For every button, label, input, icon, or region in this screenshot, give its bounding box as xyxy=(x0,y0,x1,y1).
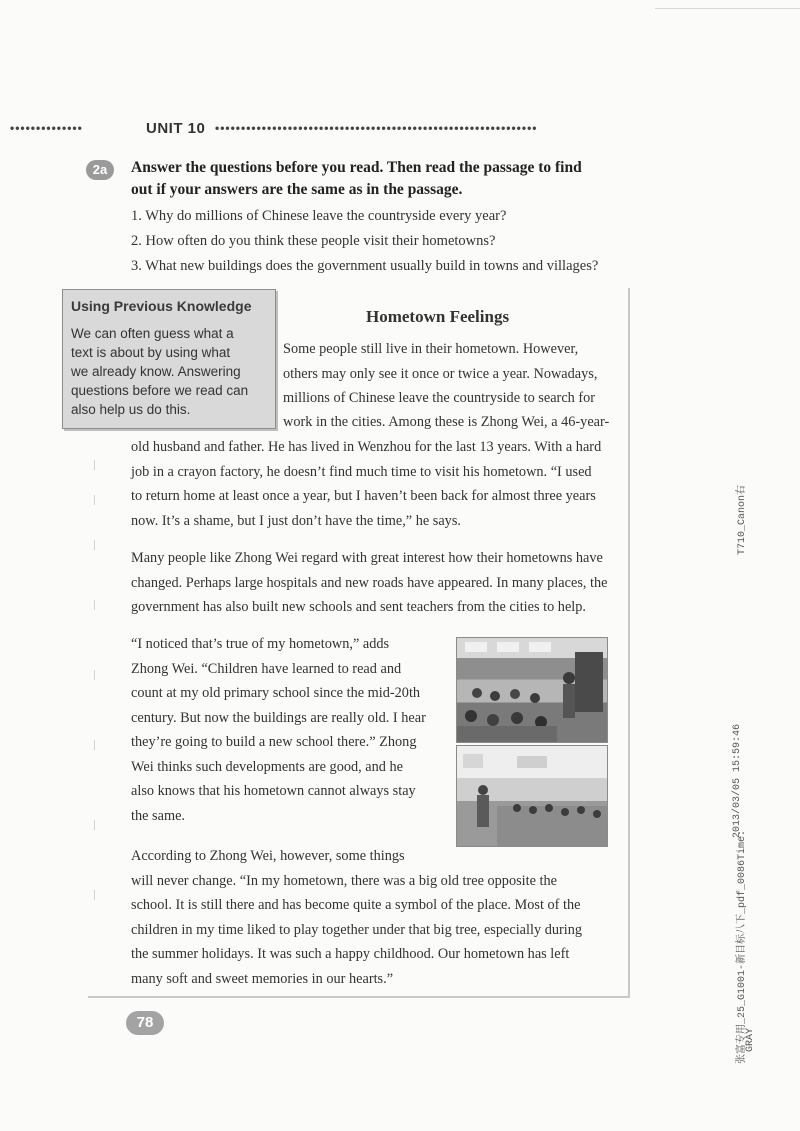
tip-line: text is about by using what xyxy=(71,345,231,360)
tip-box xyxy=(62,289,276,429)
paragraph-3 xyxy=(131,632,426,828)
unit-header xyxy=(10,119,730,139)
paragraph-1-bottom xyxy=(131,435,601,533)
passage-line: work in the cities. Among these is Zhong Wei, a 46-year- xyxy=(283,414,610,430)
passage-title: Hometown Feelings xyxy=(366,307,510,326)
passage-line: the same. xyxy=(131,807,185,824)
tip-line: we already know. Answering xyxy=(71,364,241,379)
passage-line: many soft and sweet memories in our hearts.” xyxy=(131,970,394,987)
passage-line: century. But now the buildings are really old. I hear xyxy=(131,709,426,726)
passage-line: will never change. “In my hometown, there was a big old tree opposite the xyxy=(131,872,557,889)
question-item: 2. How often do you think these people visit their hometowns? xyxy=(131,233,496,249)
tip-body xyxy=(71,324,271,419)
reading-frame-right xyxy=(628,288,630,998)
passage-line: Zhong Wei. “Children have learned to read and xyxy=(131,660,402,677)
passage-line: school. It is still there and has become quite a symbol of the place. Most of the xyxy=(131,897,581,913)
task-badge: 2a xyxy=(86,160,114,180)
paragraph-2 xyxy=(131,546,608,620)
paragraph-4 xyxy=(131,844,582,991)
unit-dots-left: •••••••••••••• xyxy=(10,121,83,135)
question-list xyxy=(131,204,671,279)
instruction-line: out if your answers are the same as in the passage. xyxy=(131,181,463,198)
question-item: 3. What new buildings does the government usually build in towns and villages? xyxy=(131,258,599,274)
print-stamp: 2013/03/05 15:59:46 xyxy=(732,723,743,838)
task-instruction xyxy=(131,157,631,201)
passage-line: children in my time liked to play together under that big tree, especially during xyxy=(131,921,583,938)
passage-line: count at my old primary school since the mid-20th xyxy=(131,685,421,701)
print-stamp: GRAY xyxy=(745,1027,756,1052)
margin-marks xyxy=(94,440,104,940)
print-stamp: 张富专用_25_G1001-新目标八下_pdf_0086Time: xyxy=(737,829,748,1064)
passage-line: they’re going to build a new school there.” Zhong xyxy=(131,734,417,750)
school-photo xyxy=(456,745,608,847)
passage-line: job in a crayon factory, he doesn’t find much time to visit his hometown. “I used xyxy=(131,463,592,480)
classroom-photo xyxy=(456,637,608,743)
print-stamp: T710_Canon右 xyxy=(737,484,748,555)
passage-line: now. It’s a shame, but I just don’t have the time,” he says. xyxy=(131,512,461,529)
passage-line: “I noticed that’s true of my hometown,” adds xyxy=(131,636,390,652)
passage-line: According to Zhong Wei, however, some things xyxy=(131,848,405,864)
passage-line: others may only see it once or twice a year. Nowadays, xyxy=(283,365,598,382)
tip-title: Using Previous Knowledge xyxy=(71,298,252,314)
passage-line: changed. Perhaps large hospitals and new roads have appeared. In many places, the xyxy=(131,574,608,591)
passage-line: Many people like Zhong Wei regard with great interest how their hometowns have xyxy=(131,550,603,566)
passage-line: the summer holidays. It was such a happy childhood. Our hometown has left xyxy=(131,946,570,962)
passage-line: Wei thinks such developments are good, and he xyxy=(131,758,404,775)
passage-line: old husband and father. He has lived in Wenzhou for the last 13 years. With a hard xyxy=(131,439,602,455)
page-number: 78 xyxy=(126,1011,164,1035)
unit-label: UNIT 10 xyxy=(146,120,206,137)
passage-line: to return home at least once a year, but I haven’t been back for almost three years xyxy=(131,488,596,504)
reading-frame-bottom xyxy=(88,996,630,998)
tip-line: also help us do this. xyxy=(71,402,191,417)
passage-line: also knows that his hometown cannot always stay xyxy=(131,783,416,799)
passage-line: government has also built new schools and sent teachers from the cities to help. xyxy=(131,599,587,615)
passage-line: millions of Chinese leave the countryside to search for xyxy=(283,390,596,406)
tip-line: We can often guess what a xyxy=(71,326,234,341)
top-rule xyxy=(655,8,800,9)
unit-dots-right: •••••••••••••••••••••••••••••••••••••••••••••••••••••••••••••• xyxy=(215,121,538,135)
question-item: 1. Why do millions of Chinese leave the countryside every year? xyxy=(131,208,507,224)
instruction-line: Answer the questions before you read. Then read the passage to find xyxy=(131,159,582,176)
paragraph-1-top xyxy=(283,337,597,411)
tip-line: questions before we read can xyxy=(71,383,249,398)
passage-line: Some people still live in their hometown. However, xyxy=(283,341,579,357)
paragraph-1-line4 xyxy=(283,410,609,435)
